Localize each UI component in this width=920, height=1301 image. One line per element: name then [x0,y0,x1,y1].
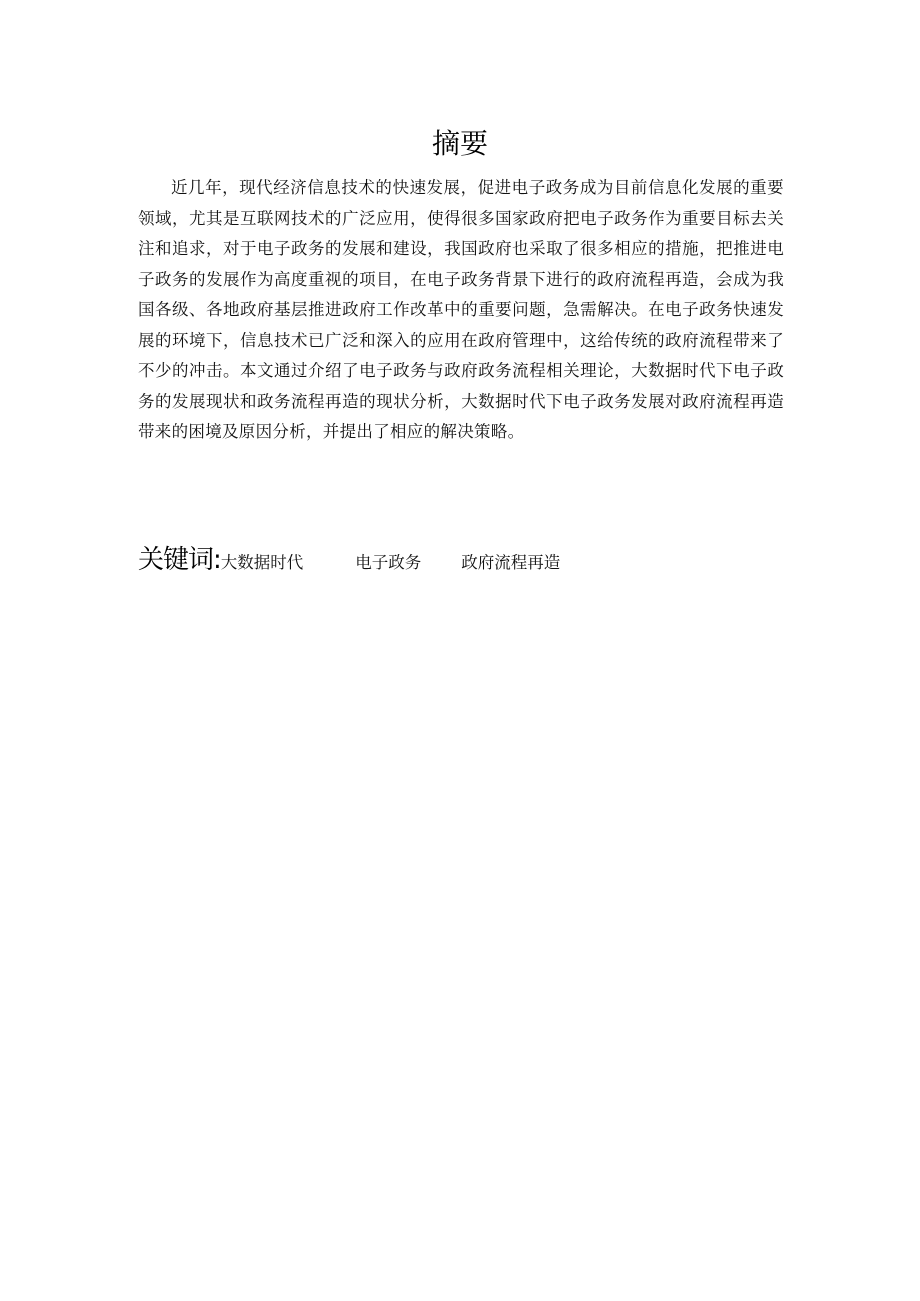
abstract-body: 近几年，现代经济信息技术的快速发展，促进电子政务成为目前信息化发展的重要领域，尤其是互联网技术的广泛应用，使得很多国家政府把电子政务作为重要目标去关注和追求，对于电子政务的发展和建设，我国政府也采取了很多相应的措施，把推进电子政务的发展作为高度重视的项目，在电子政务背景下进行的政府流程再造，会成为我国各级、各地政府基层推进政府工作改革中的重要问题，急需解决。在电子政务快速发展的环境下，信息技术已广泛和深入的应用在政府管理中，这给传统的政府流程带来了不少的冲击。本文通过介绍了电子政务与政府政务流程相关理论，大数据时代下电子政务的发展现状和政务流程再造的现状分析，大数据时代下电子政务发展对政府流程再造带来的困境及原因分析，并提出了相应的解决策略。 [138,178,784,441]
keyword-process-reengineering: 政府流程再造 [461,553,561,572]
keywords-line [138,540,784,580]
abstract-title: 摘要 [431,127,488,160]
keyword-big-data-era: 大数据时代 [220,553,304,572]
keywords-label: 关键词: [138,545,221,575]
keyword-e-government: 电子政务 [355,553,422,572]
